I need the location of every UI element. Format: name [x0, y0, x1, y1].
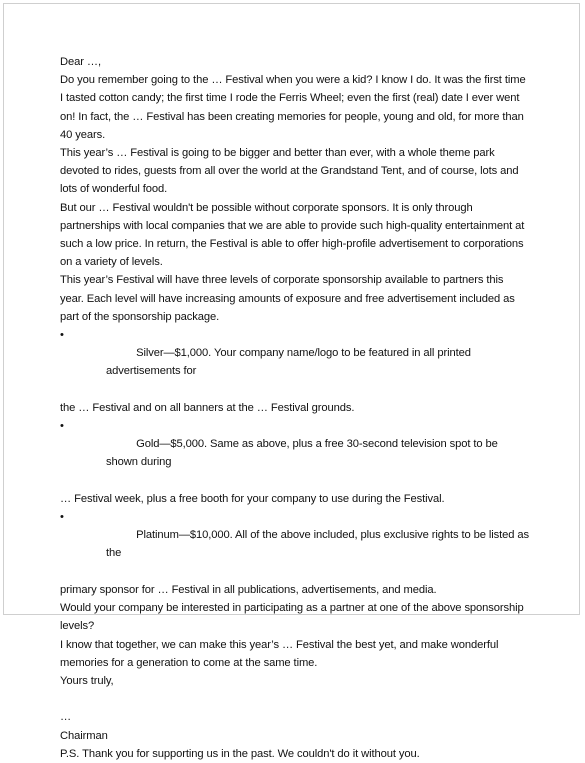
silver-level-continued: the … Festival and on all banners at the … Festival grounds. [60, 401, 355, 414]
postscript: P.S. Thank you for supporting us in the past. We couldn't do it without you. [60, 747, 420, 760]
platinum-level-text: Platinum—$10,000. All of the above included, plus exclusive rights to be listed as the [106, 529, 533, 560]
sponsorship-list [60, 326, 533, 599]
bullet-icon: • [60, 420, 64, 433]
document-page [3, 3, 580, 760]
bullet-icon: • [60, 511, 64, 524]
paragraph-levels: This year’s Festival will have three levels of corporate sponsorship available to partners this year. Each level will have increasing amounts of exposure and free advertisement included as part of the sponsorship package. [60, 274, 518, 323]
list-item-platinum [60, 508, 533, 599]
greeting: Dear …, [60, 56, 101, 68]
paragraph-this-year: This year’s … Festival is going to be bigger and better than ever, with a whole theme park devoted to rides, guests from all over the world at the Grandstand Tent, and of course, lots and lots of wonderful food. [60, 147, 522, 196]
letter-body [60, 53, 533, 763]
bullet-icon: • [60, 329, 64, 342]
paragraph-memories: Do you remember going to the … Festival when you were a kid? I know I do. It was the first time I tasted cotton candy; the first time I rode the Ferris Wheel; even the first (real) date I ever went on! In fact, the … Festival has been creating memories for people, young and old, for more than 40 years. [60, 74, 529, 141]
closing: Yours truly, [60, 674, 114, 687]
silver-level-text: Silver—$1,000. Your company name/logo to be featured in all printed advertisements for [106, 347, 474, 378]
signature: … [60, 711, 72, 724]
paragraph-sponsors: But our … Festival wouldn't be possible without corporate sponsors. It is only through partnerships with local companies that we are able to provide such high-quality entertainment at such a low price. In return, the Festival is able to offer high-profile advertisement to corporations on a variety of levels. [60, 201, 528, 269]
paragraph-question: Would your company be interested in participating as a partner at one of the above sponsorship levels? [60, 602, 527, 633]
gold-level-continued: … Festival week, plus a free booth for your company to use during the Festival. [60, 492, 445, 505]
signer-title: Chairman [60, 729, 108, 742]
gold-level-text: Gold—$5,000. Same as above, plus a free 30-second television spot to be shown during [106, 438, 501, 469]
paragraph-together: I know that together, we can make this year’s … Festival the best yet, and make wonderful memories for a generation to come at the same time. [60, 638, 502, 669]
list-item-silver [60, 326, 530, 417]
platinum-level-continued: primary sponsor for … Festival in all publications, advertisements, and media. [60, 583, 437, 596]
list-item-gold [60, 417, 530, 508]
blank-line [60, 690, 530, 708]
